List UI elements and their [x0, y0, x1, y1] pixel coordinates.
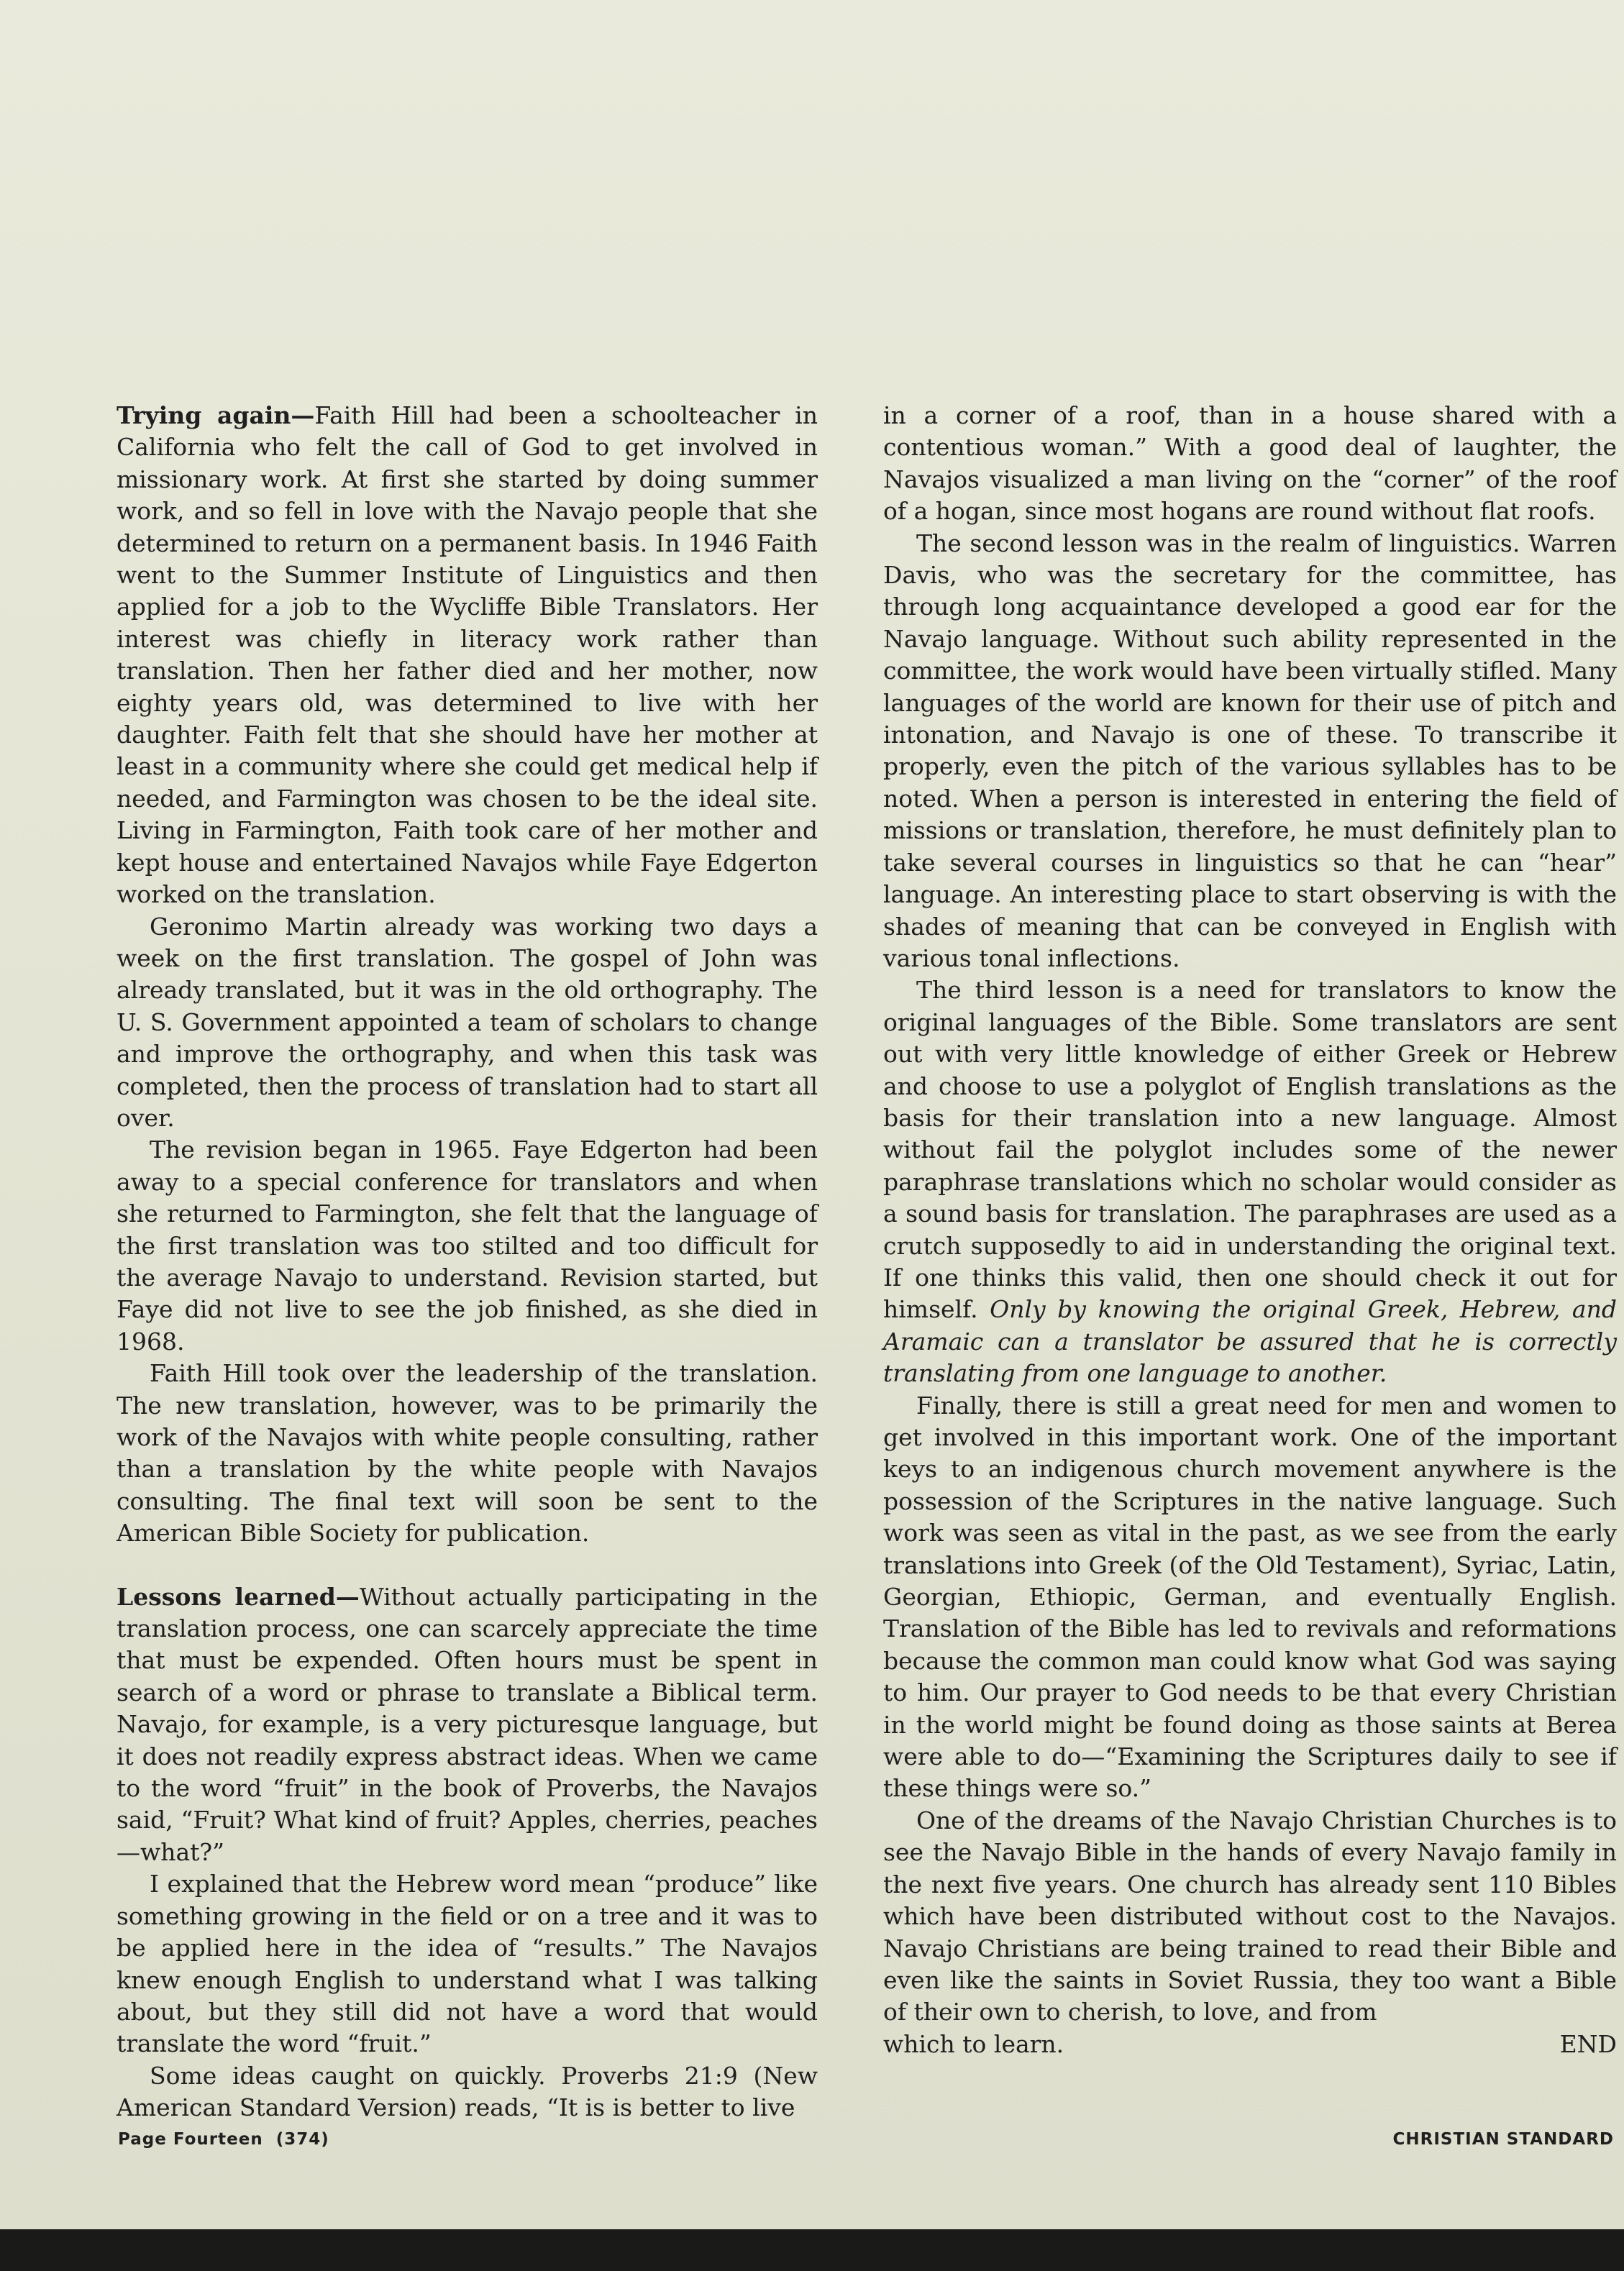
publication-footer: CHRISTIAN STANDARD	[1392, 2130, 1614, 2149]
paragraph: Some ideas caught on quickly. Proverbs 21:9 (New American Standard Version) reads, “It is is better to live	[117, 2061, 818, 2122]
paragraph: I explained that the Hebrew word mean “produce” like something growing in the field or on a tree and it was to be applied here in the idea of “results.” The Navajos knew enough English to understand what I was talking about, but they still did not have a word that would translate the word “fruit.”	[117, 1870, 818, 2058]
paragraph-text: Faith Hill had been a schoolteacher in California who felt the call of God to get involved in missionary work. At first she started by doing summer work, and so fell in love with the Navajo people that she determined to return on a permanent basis. In 1946 Faith went to the Summer Institute of Linguistics and then applied for a job to the Wycliffe Bible Translators. Her interest was chiefly in literacy work rather than translation. Then her father died and her mother, now eighty years old, was determined to live with her daughter. Faith felt that she should have her mother at least in a community where she could get medical help if needed, and Farmington was chosen to be the ideal site. Living in Farmington, Faith took care of her mother and kept house and entertained Navajos while Faye Edgerton worked on the translation.	[117, 401, 818, 909]
page-number-footer: Page Fourteen (374)	[118, 2130, 329, 2149]
final-line-text: which to learn.	[883, 2029, 1064, 2058]
right-column	[883, 400, 1617, 2060]
paragraph: Faith Hill took over the leadership of the translation. The new translation, however, was to be primarily the work of the Navajos with white people consulting, rather than a translation by the white people with Navajos consulting. The final text will soon be sent to the American Bible Society for publication.	[117, 1359, 818, 1548]
paragraph	[883, 974, 1617, 1389]
paragraph-lessons-learned	[117, 1581, 818, 1869]
paragraph-text: Without actually participating in the translation process, one can scarcely appreciate the time that must be expended. Often hours must be spent in search of a word or phrase to translate a Biblical term. Navajo, for example, is a very picturesque language, but it does not readily express abstract ideas. When we came to the word “fruit” in the book of Proverbs, the Navajos said, “Fruit? What kind of fruit? Apples, cherries, peaches—what?”	[117, 1582, 818, 1866]
section-heading-trying-again: Trying again—	[117, 401, 315, 429]
scan-edge	[0, 2229, 1624, 2271]
paragraph: The revision began in 1965. Faye Edgerton had been away to a special conference for translators and when she returned to Farmington, she felt that the language of the first translation was too stilted and too difficult for the average Navajo to understand. Revision started, but Faye did not live to see the job finished, as she died in 1968.	[117, 1136, 818, 1356]
paragraph-continued: in a corner of a roof, than in a house shared with a contentious woman.” With a good deal of laughter, the Navajos visualized a man living on the “corner” of the roof of a hogan, since most hogans are round without flat roofs.	[883, 401, 1617, 526]
final-line	[883, 2029, 1617, 2060]
left-column	[117, 400, 818, 2124]
paragraph-trying-again	[117, 400, 818, 911]
end-mark: END	[1559, 2029, 1617, 2058]
paragraph-final	[883, 1805, 1617, 2029]
paragraph-text: The third lesson is a need for translators to know the original languages of the Bible. Some translators are sent out with very little knowledge of either Greek or Hebrew and choose to use a polyglot of English translations as the basis for their translation into a new language. Almost without fail the polyglot includes some of the newer paraphrase translations which no scholar would consider as a sound basis for translation. The paraphrases are used as a crutch supposedly to aid in understanding the original text. If one thinks this valid, then one should check it out for himself.	[883, 976, 1617, 1324]
paragraph: Geronimo Martin already was working two days a week on the first translation. The gospel of John was already translated, but it was in the old orthography. The U. S. Government appointed a team of scholars to change and improve the orthography, and when this task was completed, then the process of translation had to start all over.	[117, 912, 818, 1132]
italic-emphasis: Only by knowing the original Greek, Hebrew, and Aramaic can a translator be assured that he is correctly translating from one language to another.	[883, 1295, 1617, 1388]
section-heading-lessons-learned: Lessons learned—	[117, 1582, 360, 1611]
paragraph-text: One of the dreams of the Navajo Christian Churches is to see the Navajo Bible in the hands of every Navajo family in the next five years. One church has already sent 110 Bibles which have been distributed without cost to the Navajos. Navajo Christians are being trained to read their Bible and even like the saints in Soviet Russia, they too want a Bible of their own to cherish, to love, and from	[883, 1806, 1617, 2026]
paragraph: Finally, there is still a great need for men and women to get involved in this important work. One of the important keys to an indigenous church movement anywhere is the possession of the Scriptures in the native language. Such work was seen as vital in the past, as we see from the early translations into Greek (of the Old Testament), Syriac, Latin, Georgian, Ethiopic, German, and eventually English. Translation of the Bible has led to revivals and reformations because the common man could know what God was saying to him. Our prayer to God needs to be that every Christian in the world might be found doing as those saints at Berea were able to do—“Examining the Scriptures daily to see if these things were so.”	[883, 1391, 1617, 1803]
paragraph: The second lesson was in the realm of linguistics. Warren Davis, who was the secretary for the committee, has through long acquaintance developed a good ear for the Navajo language. Without such ability represented in the committee, the work would have been virtually stifled. Many languages of the world are known for their use of pitch and intonation, and Navajo is one of these. To transcribe it properly, even the pitch of the various syllables has to be noted. When a person is interested in entering the field of missions or translation, therefore, he must definitely plan to take several courses in linguistics so that he can “hear” language. An interesting place to start observing is with the shades of meaning that can be conveyed in English with various tonal inflections.	[883, 529, 1617, 972]
